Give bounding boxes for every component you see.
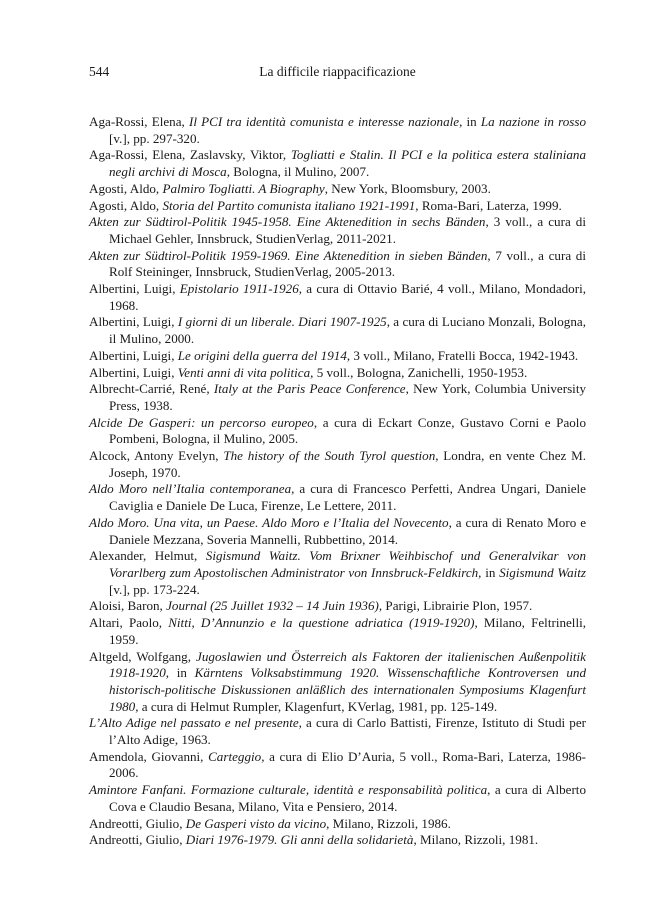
- bibliography-entry: [89, 481, 586, 514]
- entry-text: Albertini, Luigi,: [89, 347, 178, 363]
- entry-title: Journal (25 Juillet 1932 – 14 Juin 1936): [166, 598, 379, 614]
- entry-title: I giorni di un liberale. Diari 1907-1925: [177, 314, 387, 330]
- entry-text: , Londra, en vente Chez M. Joseph, 1970.: [109, 448, 587, 480]
- bibliography-entry: [89, 147, 586, 180]
- bibliography-entry: [89, 598, 586, 615]
- entry-title: Diari 1976-1979. Gli anni della solidarietà: [185, 832, 414, 848]
- bibliography-entry: [89, 365, 586, 382]
- entry-title: Venti anni di vita politica: [177, 364, 311, 380]
- entry-text: Agosti, Aldo,: [89, 180, 163, 196]
- bibliography-entry: [89, 198, 586, 215]
- entry-text: Alcock, Antony Evelyn,: [89, 448, 224, 464]
- bibliography-entry: [89, 181, 586, 198]
- entry-text: Albrecht-Carrié, René,: [89, 381, 214, 397]
- entry-text: Andreotti, Giulio,: [89, 815, 186, 831]
- bibliography-list: [89, 114, 586, 849]
- entry-title: Nitti, D’Annunzio e la questione adriatica (1919-1920): [168, 615, 475, 631]
- entry-title: Epistolario 1911-1926: [179, 281, 299, 297]
- entry-title: Sigismund Waitz: [499, 564, 586, 580]
- entry-title: Palmiro Togliatti. A Biography: [162, 180, 325, 196]
- bibliography-entry: [89, 314, 586, 347]
- bibliography-entry: [89, 114, 586, 147]
- entry-text: , Parigi, Librairie Plon, 1957.: [378, 598, 533, 614]
- entry-text: , 7 voll., a cura di Rolf Steininger, Innsbruck, StudienVerlag, 2005-2013.: [109, 247, 586, 280]
- entry-text: , a cura di Ottavio Barié, 4 voll., Milano, Mondadori, 1968.: [109, 281, 587, 313]
- entry-text: Alexander, Helmut,: [89, 548, 206, 564]
- entry-text: , Milano, Feltrinelli, 1959.: [109, 615, 586, 647]
- entry-title: Il PCI tra identità comunista e interesse nazionale: [188, 114, 460, 129]
- bibliography-entry: [89, 749, 586, 782]
- entry-title: Togliatti e Stalin. Il PCI e la politica estera staliniana negli archivi di Mosca: [109, 147, 587, 180]
- entry-text: Aloisi, Baron,: [89, 598, 167, 614]
- entry-text: Altgeld, Wolfgang,: [89, 648, 197, 664]
- entry-title: Carteggio: [208, 748, 262, 764]
- entry-text: , New York, Bloomsbury, 2003.: [324, 180, 491, 196]
- entry-text: [v.], pp. 173-224.: [109, 581, 200, 597]
- entry-text: , a cura di Eckart Conze, Gustavo Corni e Paolo Pombeni, Bologna, il Mulino, 2005.: [109, 414, 586, 447]
- entry-text: , Bologna, il Mulino, 2007.: [226, 164, 370, 180]
- entry-text: , a cura di Helmut Rumpler, Klagenfurt, KVerlag, 1981, pp. 125-149.: [135, 698, 498, 714]
- bibliography-entry: [89, 782, 586, 815]
- entry-text: , in: [459, 114, 481, 129]
- entry-text: , 3 voll., a cura di Michael Gehler, Innsbruck, StudienVerlag, 2011-2021.: [109, 214, 586, 246]
- entry-text: Amendola, Giovanni,: [89, 748, 209, 764]
- entry-title: The history of the South Tyrol question: [223, 448, 436, 464]
- entry-text: in: [481, 564, 500, 580]
- bibliography-entry: [89, 214, 586, 247]
- entry-text: Altari, Paolo,: [89, 615, 169, 631]
- bibliography-entry: [89, 415, 586, 448]
- bibliography-entry: [89, 715, 586, 748]
- entry-text: , a cura di Alberto Cova e Claudio Besana, Milano, Vita e Pensiero, 2014.: [109, 782, 586, 814]
- bibliography-entry: [89, 381, 586, 414]
- entry-title: Akten zur Südtirol-Politik 1959-1969. Eine Aktenedition in sieben Bänden: [89, 247, 488, 263]
- entry-title: Akten zur Südtirol-Politik 1945-1958. Eine Aktenedition in sechs Bänden: [89, 214, 486, 230]
- entry-title: Sigismund Waitz. Vom Brixner Weihbischof und Generalvikar von Vorarlberg zum Apostolischen Administrator von Innsbruck-Feldkirch,: [109, 548, 586, 580]
- entry-text: Albertini, Luigi,: [89, 314, 178, 330]
- entry-text: , a cura di Elio D’Auria, 5 voll., Roma-Bari, Laterza, 1986-2006.: [109, 748, 586, 781]
- bibliography-entry: [89, 649, 586, 716]
- entry-title: L’Alto Adige nel passato e nel presente: [89, 715, 299, 731]
- entry-title: La nazione in rosso: [480, 114, 586, 129]
- entry-text: , New York, Columbia University Press, 1938.: [109, 381, 587, 413]
- entry-text: [v.], pp. 297-320.: [109, 130, 200, 146]
- bibliography-entry: [89, 615, 586, 648]
- bibliography-entry: [89, 281, 586, 314]
- entry-title: Storia del Partito comunista italiano 1921-1991: [162, 197, 416, 213]
- entry-text: Albertini, Luigi,: [89, 281, 180, 297]
- entry-text: Andreotti, Giulio,: [89, 832, 186, 848]
- entry-text: , a cura di Carlo Battisti, Firenze, Istituto di Studi per l’Alto Adige, 1963.: [109, 715, 586, 748]
- entry-title: Italy at the Paris Peace Conference: [213, 381, 406, 397]
- bibliography-entry: [89, 816, 586, 833]
- bibliography-entry: [89, 548, 586, 598]
- bibliography-entry: [89, 448, 586, 481]
- entry-text: , Milano, Rizzoli, 1981.: [413, 832, 539, 848]
- page-number: 544: [89, 64, 110, 79]
- entry-text: , a cura di Luciano Monzali, Bologna, il Mulino, 2000.: [109, 314, 586, 347]
- entry-text: , 5 voll., Bologna, Zanichelli, 1950-1953.: [310, 364, 528, 380]
- entry-title: Alcide De Gasperi: un percorso europeo: [89, 414, 314, 430]
- entry-text: , Roma-Bari, Laterza, 1999.: [415, 197, 562, 213]
- entry-text: Aga-Rossi, Elena, Zaslavsky, Viktor,: [89, 147, 291, 163]
- bibliography-entry: [89, 515, 586, 548]
- page-header: [89, 64, 586, 82]
- entry-text: Aga-Rossi, Elena,: [89, 114, 189, 129]
- entry-text: , a cura di Francesco Perfetti, Andrea Ungari, Daniele Caviglia e Daniele De Luca, Firenze, Le Lettere, 2011.: [109, 481, 586, 514]
- entry-title: De Gasperi visto da vicino: [185, 815, 327, 831]
- bibliography-entry: [89, 832, 586, 849]
- entry-text: Albertini, Luigi,: [89, 364, 178, 380]
- entry-title: Kärntens Volksabstimmung 1920. Wissenschaftliche Kontroversen und historisch-politische Diskussionen anläßlich des internationalen Symposiums Klagenfurt 1980: [109, 665, 586, 714]
- entry-title: Le origini della guerra del 1914: [177, 347, 347, 363]
- entry-title: Aldo Moro. Una vita, un Paese. Aldo Moro e l’Italia del Novecento: [89, 514, 449, 530]
- entry-title: Amintore Fanfani. Formazione culturale, identità e responsabilità politica: [89, 782, 488, 798]
- entry-title: Jugoslawien und Österreich als Faktoren der italienischen Außenpolitik 1918-1920,: [109, 648, 586, 681]
- running-title: La difficile riappacificazione: [259, 64, 416, 79]
- entry-text: , Milano, Rizzoli, 1986.: [326, 815, 451, 831]
- entry-text: Agosti, Aldo,: [89, 197, 163, 213]
- bibliography-entry: [89, 248, 586, 281]
- entry-title: Aldo Moro nell’Italia contemporanea: [89, 481, 292, 497]
- entry-text: , a cura di Renato Moro e Daniele Mezzana, Soveria Mannelli, Rubbettino, 2014.: [109, 514, 587, 547]
- entry-text: in: [169, 665, 195, 681]
- bibliography-entry: [89, 348, 586, 365]
- entry-text: , 3 voll., Milano, Fratelli Bocca, 1942-1943.: [346, 347, 579, 363]
